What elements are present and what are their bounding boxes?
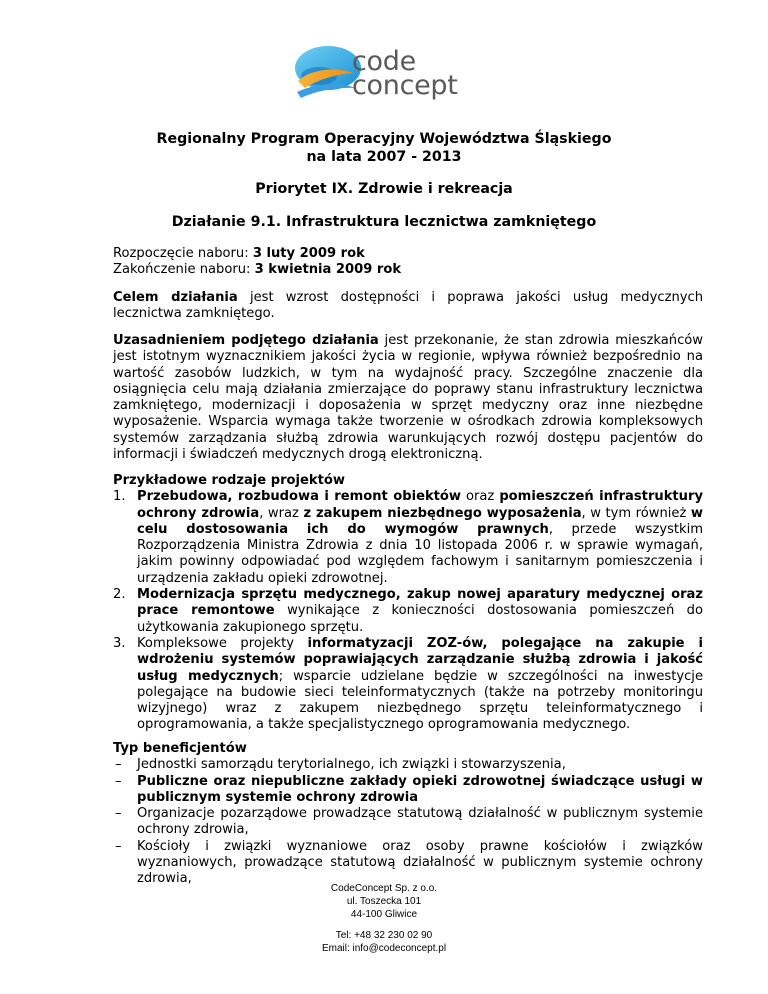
justification-text: jest przekonanie, że stan zdrowia mieszkańców jest istotnym wyznacznikiem jakości życia w regionie, wpływa również bezpośrednio na wartość zasobów ludzkich, w tym na wydajność pracy. Szczególne znaczenie dla osiągnięcia celu mają działania zmierzające do poprawy stanu infrastruktury lecznictwa zamkniętego, modernizacji i doposażenia w sprzęt medyczny oraz inne niezbędne wyposażenie. Wsparcia wymaga także tworzenie w ośrodkach zdrowia kompleksowych systemów zarządzania służbą zdrowia warunkujących rozwój dostępu pacjentów do informacji i świadczeń medycznych drogą elektroniczną. (113, 333, 703, 463)
beneficiaries-section (113, 741, 703, 888)
list-item (113, 489, 703, 587)
list-item-number: 1. (113, 489, 126, 505)
dash-bullet: – (115, 806, 122, 822)
list-item (113, 757, 703, 773)
logo-word-code: code (352, 46, 416, 77)
list-item-text: w celu dostosowania ich do wymogów prawnych (137, 505, 703, 537)
action-heading: Działanie 9.1. Infrastruktura lecznictwa zamkniętego (171, 214, 597, 230)
list-item (113, 636, 703, 734)
footer-phone: Tel: +48 32 230 02 90 (335, 930, 433, 941)
list-item-text: ; wsparcie udzielane będzie w szczególności na inwestycje polegające na budowie sieci teleinformatycznych (także na potrzeby monitoringu wizyjnego) wraz z zakupem niezbędnego sprzętu teleinformatycznego i oprogramowania, a także specjalistycznego oprogramowania medycznego. (137, 668, 704, 733)
logo-wordmark (352, 46, 458, 101)
justification-bold: Uzasadnieniem podjętego działania (113, 333, 379, 348)
list-item-text: Organizacje pozarządowe prowadzące statutową działalność w publicznym systemie ochrony zdrowia, (137, 806, 703, 838)
list-item-text: oraz (461, 489, 500, 505)
list-item (113, 774, 703, 807)
goal-bold: Celem działania (113, 290, 238, 305)
list-item-text: Przebudowa, rozbudowa i remont obiektów (137, 489, 462, 505)
list-item-number: 3. (113, 635, 126, 651)
list-item-text: , wraz (259, 505, 304, 521)
priority-heading: Priorytet IX. Zdrowie i rekreacja (255, 181, 513, 197)
document-title (0, 130, 768, 166)
beneficiaries-heading: Typ beneficjentów (113, 741, 247, 756)
start-date: 3 luty 2009 rok (252, 246, 365, 261)
list-item-text: , w tym również (581, 505, 691, 521)
dash-bullet: – (115, 757, 122, 773)
list-item-text: wynikające z konieczności dostosowania pomieszczeń do użytkowania zakupionego sprzętu. (137, 603, 703, 635)
list-item-text: Publiczne oraz niepubliczne zakłady opieki zdrowotnej świadczące usługi w publicznym systemie ochrony zdrowia (137, 773, 703, 805)
footer-email: Email: info@codeconcept.pl (321, 943, 447, 954)
list-item-text: , przede wszystkim Rozporządzenia Ministra Zdrowia z dnia 10 listopada 2006 r. w sprawie wymagań, jakim powinny odpowiadać pod względem fachowym i sanitarnym pomieszczenia i urządzenia zakładu opieki zdrowotnej. (137, 521, 704, 586)
goal-paragraph (113, 290, 703, 323)
list-item-text: Kościoły i związki wyznaniowe oraz osoby prawne kościołów i związków wyznaniowych, prowadzące statutową działalność w publicznym systemie ochrony zdrowia, (137, 838, 703, 887)
list-item-text: z zakupem niezbędnego wyposażenia (303, 505, 582, 521)
list-item (113, 806, 703, 839)
list-item-text: Jednostki samorządu terytorialnego, ich związki i stowarzyszenia, (137, 757, 566, 773)
list-item-text: Modernizacja sprzętu medycznego, zakup nowej aparatury medycznej oraz prace remontowe (137, 587, 703, 619)
justification-paragraph (113, 333, 703, 463)
start-label: Rozpoczęcie naboru: (113, 246, 253, 261)
footer-city: 44-100 Gliwice (350, 909, 418, 920)
projects-heading: Przykładowe rodzaje projektów (113, 473, 345, 488)
goal-text: jest wzrost dostępności i poprawa jakości usług medycznych lecznictwa zamkniętego. (113, 290, 703, 322)
end-label: Zakończenie naboru: (113, 262, 255, 278)
beneficiaries-list (113, 757, 703, 887)
footer-contact (0, 929, 768, 955)
list-item-text: pomieszczeń infrastruktury ochrony zdrowia (137, 489, 703, 521)
footer-street: ul. Toszecka 101 (346, 896, 422, 907)
projects-section (113, 473, 703, 734)
projects-list (113, 489, 703, 733)
list-item-text: Kompleksowe projekty (137, 635, 308, 651)
footer-company: CodeConcept Sp. z o.o. (330, 883, 438, 894)
list-item-text: informatyzacji ZOZ-ów, polegające na zakupie i wdrożeniu systemów poprawiających zarządzanie służbą zdrowia i jakość usług medycznych (137, 635, 703, 684)
title-line-2: na lata 2007 - 2013 (306, 149, 462, 165)
footer-address (0, 882, 768, 921)
recruitment-dates (113, 246, 703, 279)
end-date: 3 kwietnia 2009 rok (254, 262, 402, 278)
list-item (113, 839, 703, 888)
title-line-1: Regionalny Program Operacyjny Województwa Śląskiego (156, 131, 612, 147)
dash-bullet: – (115, 773, 122, 789)
list-item-number: 2. (113, 587, 126, 603)
dash-bullet: – (115, 838, 122, 854)
logo-word-concept: concept (352, 70, 458, 101)
list-item (113, 587, 703, 636)
